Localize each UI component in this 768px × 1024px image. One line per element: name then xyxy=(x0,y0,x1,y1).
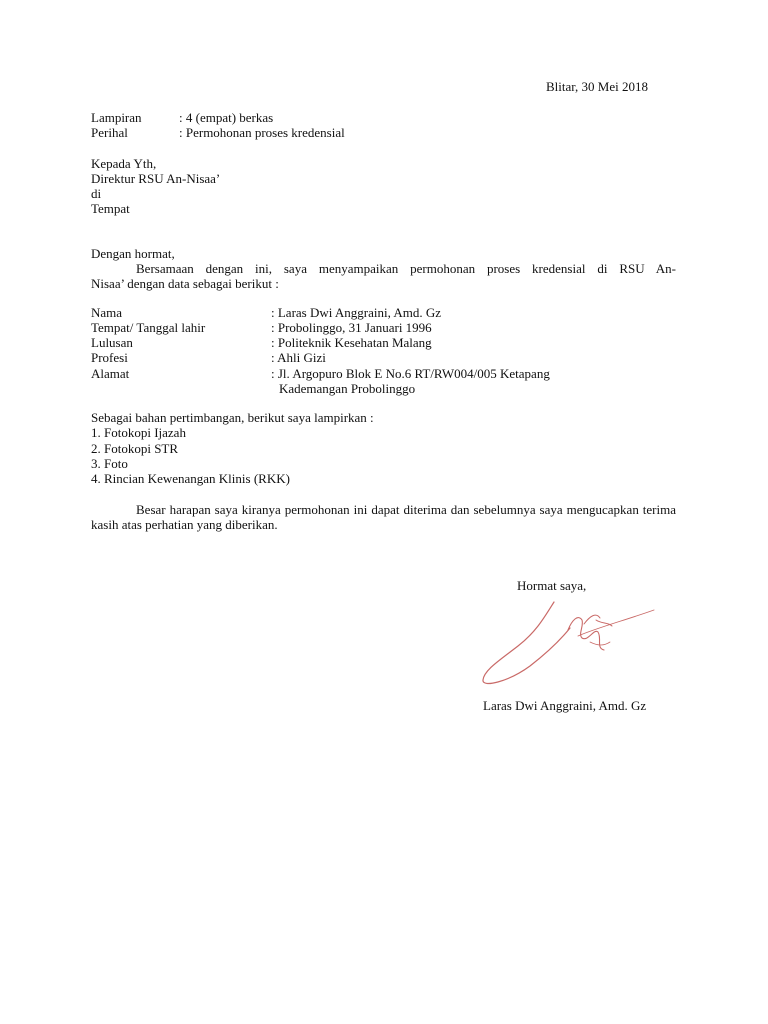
attachment-item: 3. Foto xyxy=(91,456,128,471)
meta-label-perihal: Perihal xyxy=(91,125,128,140)
field-label-alamat: Alamat xyxy=(91,366,130,381)
field-value-ttl: : Probolinggo, 31 Januari 1996 xyxy=(271,320,432,335)
signer-name: Laras Dwi Anggraini, Amd. Gz xyxy=(483,698,647,713)
recipient-line: di xyxy=(91,186,102,201)
attachment-item: 1. Fotokopi Ijazah xyxy=(91,425,186,440)
field-value-nama: : Laras Dwi Anggraini, Amd. Gz xyxy=(271,305,442,320)
field-value-alamat: : Jl. Argopuro Blok E No.6 RT/RW004/005 Ketapang xyxy=(271,366,550,381)
intro-line-2: Nisaa’ dengan data sebagai berikut : xyxy=(91,276,279,291)
recipient-line: Direktur RSU An-Nisaa’ xyxy=(91,171,221,186)
intro-line-1: Bersamaan dengan ini, saya menyampaikan permohonan proses kredensial di RSU An- xyxy=(136,261,676,276)
field-value-profesi: : Ahli Gizi xyxy=(271,350,326,365)
field-label-profesi: Profesi xyxy=(91,350,128,365)
field-label-lulusan: Lulusan xyxy=(91,335,133,350)
salutation: Hormat saya, xyxy=(517,578,587,593)
signature-image xyxy=(478,598,656,686)
greeting: Dengan hormat, xyxy=(91,246,175,261)
meta-value-perihal: : Permohonan proses kredensial xyxy=(179,125,345,140)
meta-label-lampiran: Lampiran xyxy=(91,110,142,125)
recipient-line: Tempat xyxy=(91,201,130,216)
field-label-nama: Nama xyxy=(91,305,123,320)
field-label-ttl: Tempat/ Tanggal lahir xyxy=(91,320,206,335)
meta-value-lampiran: : 4 (empat) berkas xyxy=(179,110,274,125)
place-date: Blitar, 30 Mei 2018 xyxy=(545,79,648,94)
attachment-item: 4. Rincian Kewenangan Klinis (RKK) xyxy=(91,471,290,486)
attachments-intro: Sebagai bahan pertimbangan, berikut saya lampirkan : xyxy=(91,410,374,425)
field-value-alamat-cont: Kademangan Probolinggo xyxy=(279,381,416,396)
attachment-item: 2. Fotokopi STR xyxy=(91,441,179,456)
field-value-lulusan: : Politeknik Kesehatan Malang xyxy=(271,335,432,350)
recipient-line: Kepada Yth, xyxy=(91,156,157,171)
closing-paragraph: Besar harapan saya kiranya permohonan ini dapat diterima dan sebelumnya saya mengucapkan terima kasih atas perhatian yang diberikan. xyxy=(91,502,676,532)
